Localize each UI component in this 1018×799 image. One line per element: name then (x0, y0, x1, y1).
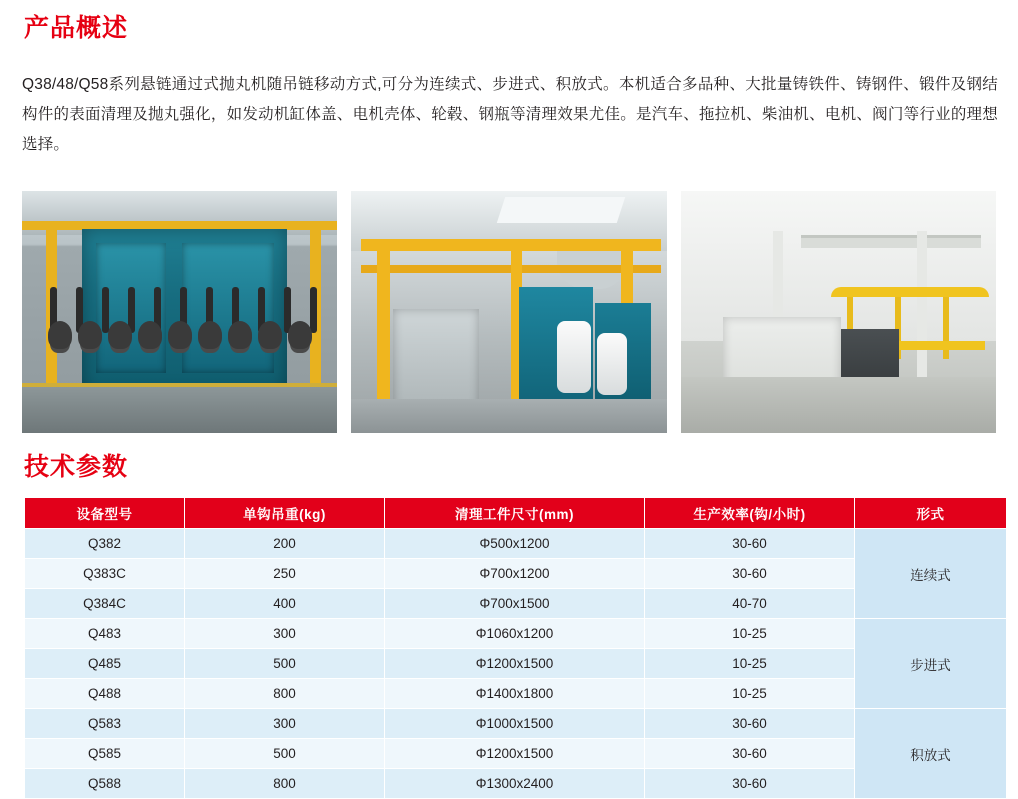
cell-model: Q583 (25, 709, 185, 739)
cell-efficiency: 30-60 (645, 559, 855, 589)
table-header-row (25, 498, 1007, 529)
cell-model: Q384C (25, 589, 185, 619)
cell-model: Q488 (25, 679, 185, 709)
cell-size: Φ700x1200 (385, 559, 645, 589)
cell-model: Q485 (25, 649, 185, 679)
header-model: 设备型号 (25, 498, 185, 529)
specs-table (24, 497, 1007, 799)
cell-load: 500 (185, 649, 385, 679)
cell-size: Φ700x1500 (385, 589, 645, 619)
cell-efficiency: 40-70 (645, 589, 855, 619)
cell-efficiency: 30-60 (645, 769, 855, 799)
cell-load: 300 (185, 619, 385, 649)
cell-load: 500 (185, 739, 385, 769)
photo1-workpieces (44, 321, 320, 381)
cell-load: 800 (185, 679, 385, 709)
cell-load: 300 (185, 709, 385, 739)
header-load: 单钩吊重(kg) (185, 498, 385, 529)
photo2-column-1 (377, 239, 390, 424)
header-efficiency: 生产效率(钩/小时) (645, 498, 855, 529)
cell-load: 800 (185, 769, 385, 799)
cell-efficiency: 30-60 (645, 739, 855, 769)
overview-paragraph: Q38/48/Q58系列悬链通过式抛丸机随吊链移动方式,可分为连续式、步进式、积放式。本机适合多品种、大批量铸铁件、铸钢件、锻件及钢结构件的表面清理及抛丸强化，如发动机缸体盖、电机壳体、轮毂、钢瓶等清理效果尤佳。是汽车、拖拉机、柴油机、电机、阀门等行业的理想选择。 (22, 75, 998, 153)
cell-efficiency: 10-25 (645, 619, 855, 649)
photo2-white-drum-1 (557, 321, 591, 393)
cell-efficiency: 10-25 (645, 649, 855, 679)
photo2-skylight (497, 197, 625, 223)
cell-load: 400 (185, 589, 385, 619)
header-form: 形式 (855, 498, 1007, 529)
cell-efficiency: 10-25 (645, 679, 855, 709)
cell-load: 200 (185, 529, 385, 559)
cell-size: Φ1400x1800 (385, 679, 645, 709)
cell-form: 步进式 (855, 619, 1007, 709)
photo-monorail-hall (681, 191, 996, 433)
photo3-floor (681, 377, 996, 433)
cell-load: 250 (185, 559, 385, 589)
cell-form: 积放式 (855, 709, 1007, 799)
specs-title: 技术参数 (24, 453, 129, 481)
photo3-monorail-curve (831, 287, 989, 297)
photo1-floor (22, 387, 337, 433)
table-row (25, 709, 1007, 739)
cell-size: Φ1000x1500 (385, 709, 645, 739)
photo2-floor (351, 399, 666, 433)
cell-model: Q483 (25, 619, 185, 649)
cell-size: Φ1300x2400 (385, 769, 645, 799)
header-size: 清理工件尺寸(mm) (385, 498, 645, 529)
cell-size: Φ1060x1200 (385, 619, 645, 649)
cell-model: Q585 (25, 739, 185, 769)
cell-model: Q383C (25, 559, 185, 589)
table-row (25, 529, 1007, 559)
cell-form: 连续式 (855, 529, 1007, 619)
photo2-white-drum-2 (597, 333, 627, 395)
cell-efficiency: 30-60 (645, 709, 855, 739)
page-title: 产品概述 (24, 14, 129, 42)
cell-model: Q382 (25, 529, 185, 559)
photo-shot-blasting-line (22, 191, 337, 433)
cell-size: Φ500x1200 (385, 529, 645, 559)
cell-efficiency: 30-60 (645, 529, 855, 559)
photo-gallery (18, 175, 1000, 433)
cell-model: Q588 (25, 769, 185, 799)
cell-size: Φ1200x1500 (385, 649, 645, 679)
photo-gantry-equipment (351, 191, 666, 433)
cell-size: Φ1200x1500 (385, 739, 645, 769)
table-row (25, 619, 1007, 649)
photo3-mezzanine (801, 235, 981, 248)
